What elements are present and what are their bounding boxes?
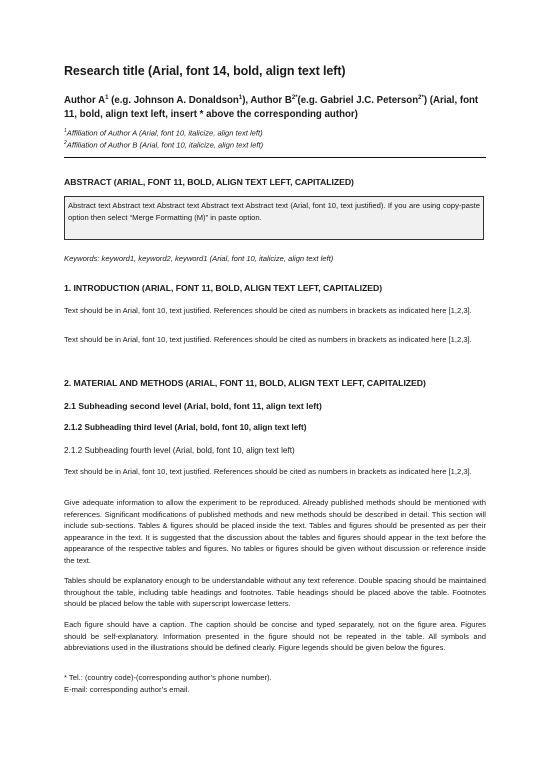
- author-a-sup: 1: [105, 94, 109, 101]
- methods-heading: 2. MATERIAL AND METHODS (ARIAL, FONT 11, BOLD, ALIGN TEXT LEFT, CAPITALIZED): [64, 378, 426, 388]
- affiliation-b: [64, 140, 263, 150]
- abstract-box: Abstract text Abstract text Abstract text Abstract text Abstract text (Arial, font 10, text justified). If you are using copy-paste option then select “Merge Formatting (M)” in paste option.: [64, 196, 484, 240]
- header-divider: [64, 157, 486, 158]
- subheading-second-level: 2.1 Subheading second level (Arial, bold, font 11, align text left): [64, 401, 322, 411]
- methods-paragraph-3: Tables should be explanatory enough to be understandable without any text reference. Double spacing should be maintained throughout the table, including table headings and footnotes. Table headings should be placed above the table. Footnotes should be placed below the table with superscript lowercase letters.: [64, 576, 486, 608]
- methods-paragraph-2: Give adequate information to allow the experiment to be reproduced. Already published methods should be mentioned with references. Significant modifications of published methods and new methods should be described in detail. This section will include sub-sections. Tables & figures should be placed inside the text. Tables and figures should be presented as per their appearance in the text. It is suggested that the discussion about the tables and figures should appear in the text before the appearance of the respective tables and figures. No tables or figures should be given without discussion or reference inside the text.: [64, 498, 486, 565]
- affiliation-b-text: Affiliation of Author B (Arial, font 10, italicize, align text left): [66, 140, 264, 150]
- affiliation-a-text: Affiliation of Author A (Arial, font 10, italicize, align text left): [66, 128, 263, 138]
- methods-paragraph-1: Text should be in Arial, font 10, text justified. References should be cited as numbers in brackets as indicated here [1,2,3].: [64, 467, 472, 476]
- methods-paragraph-4: Each figure should have a caption. The caption should be concise and typed separately, not on the figure area. Figures should be self-explanatory. Information presented in the figure should not be repeated in the table. All symbols and abbreviations used in the illustrations should be defined clearly. Figure legends should be given below the figures.: [64, 620, 486, 652]
- author-b-sup: 2*: [291, 94, 298, 101]
- affiliation-b-sup: 2: [64, 140, 67, 146]
- author-a-example-sup: 1: [238, 94, 243, 101]
- affiliation-a: [64, 128, 263, 138]
- page-title: Research title (Arial, font 14, bold, align text left): [64, 64, 346, 78]
- footnote-tel: * Tel.: (country code)-(corresponding author’s phone number).: [64, 673, 272, 682]
- author-a-name: Author A: [64, 95, 106, 106]
- author-line-tail: ) (Arial, font 11, bold, align text left, insert * above the corresponding author): [64, 95, 479, 120]
- introduction-heading: 1. INTRODUCTION (ARIAL, FONT 11, BOLD, ALIGN TEXT LEFT, CAPITALIZED): [64, 283, 383, 293]
- author-b-example-sup: 2*: [418, 94, 424, 101]
- abstract-heading: ABSTRACT (ARIAL, FONT 11, BOLD, ALIGN TEXT LEFT, CAPITALIZED): [64, 177, 354, 187]
- author-b-example: (e.g. Gabriel J.C. Peterson: [297, 95, 419, 106]
- author-a-example: (e.g. Johnson A. Donaldson: [108, 95, 239, 106]
- subheading-third-level: 2.1.2 Subheading third level (Arial, bold, font 10, align text left): [64, 423, 307, 432]
- keywords-line: Keywords: keyword1, keyword2, keyword1 (Arial, font 10, italicize, align text left): [64, 254, 334, 263]
- footnote-email: E-mail: corresponding author’s email.: [64, 685, 190, 694]
- author-line: [64, 94, 486, 122]
- subheading-fourth-level: 2.1.2 Subheading fourth level (Arial, bold, font 10, align text left): [64, 446, 295, 455]
- author-b-name: ), Author B: [242, 95, 292, 106]
- intro-paragraph-2: Text should be in Arial, font 10, text justified. References should be cited as numbers in brackets as indicated here [1,2,3].: [64, 335, 472, 344]
- affiliation-a-sup: 1: [64, 128, 67, 134]
- intro-paragraph-1: Text should be in Arial, font 10, text justified. References should be cited as numbers in brackets as indicated here [1,2,3].: [64, 306, 472, 315]
